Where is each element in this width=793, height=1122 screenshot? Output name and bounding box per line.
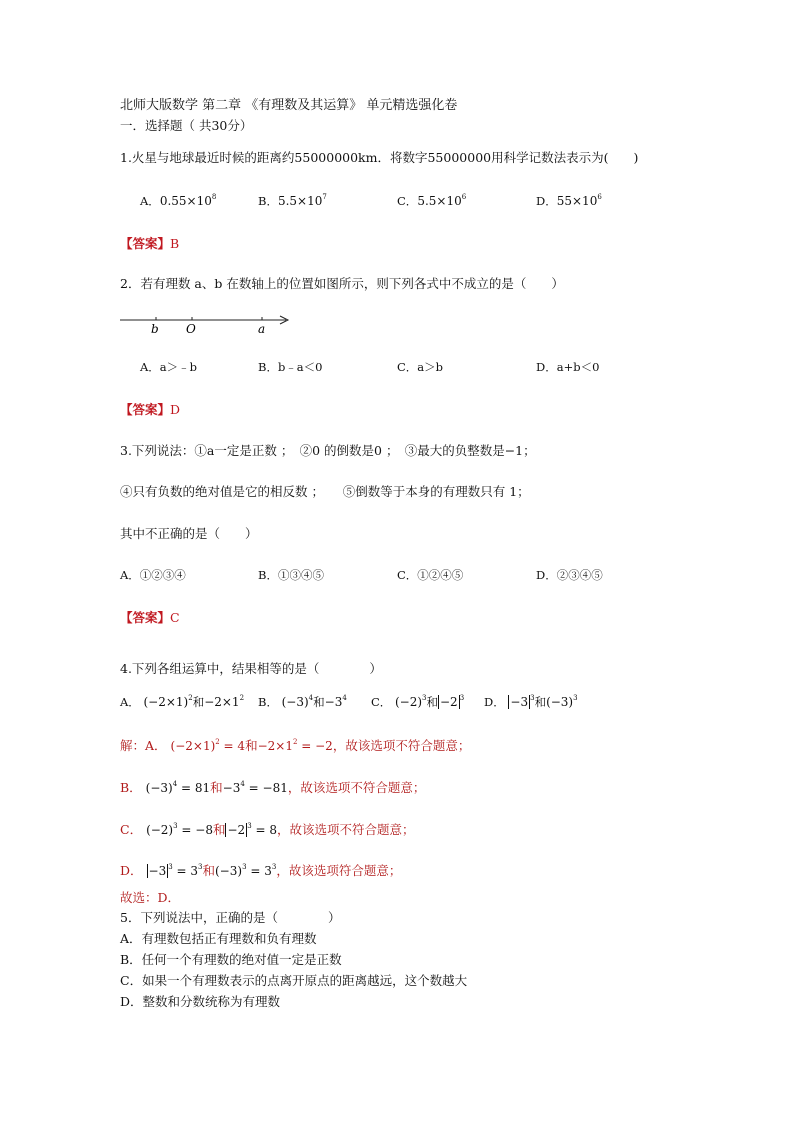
q3-option-d: D．②③④⑤ xyxy=(536,568,603,582)
q4-solution-a: 解：A． $(-2\times 1)^2 = 4$和$-2\times 1^2 = -2$，故该选项不符合题意； xyxy=(120,738,471,753)
q2-option-a: A．a＞﹣b xyxy=(140,360,198,374)
q3-option-c: C．①②④⑤ xyxy=(397,568,464,582)
q1-option-b: B．$5.5\times 10^7$ xyxy=(258,193,327,208)
q5-option-a: A．有理数包括正有理数和负有理数 xyxy=(120,931,317,946)
q4-b-expr-1: $(-3)^4$ xyxy=(281,694,314,709)
q4-c-expr-1: $(-2)^3$ xyxy=(394,694,427,709)
q4-choice: 故选：D． xyxy=(120,890,181,905)
q4-b-expr-2: $-3^4$ xyxy=(324,694,347,709)
q3-option-b: B．①③④⑤ xyxy=(258,568,324,582)
q2-option-c: C．a＞b xyxy=(397,360,444,374)
q3-option-a: A．①②③④ xyxy=(120,568,186,582)
question-4-stem: 4.下列各组运算中，结果相等的是（ ） xyxy=(120,661,382,676)
q4-c-expr-2: −2 $^3$ xyxy=(440,694,465,709)
q4-a-expr-1: $(-2\times 1)^2$ xyxy=(143,694,193,709)
q5-option-c: C．如果一个有理数表示的点离开原点的距离越远，这个数越大 xyxy=(120,973,468,988)
question-1-stem: 1.火星与地球最近时候的距离约55000000km．将数字55000000用科学记数法表示为( ) xyxy=(120,150,639,165)
axis-label-a: a xyxy=(258,322,266,336)
q3-answer: 【答案】C xyxy=(120,610,180,625)
q4-option-c: C． $(-2)^3$和 −2 $^3$ xyxy=(371,694,465,709)
q4-a-expr-2: $-2\times 1^2$ xyxy=(204,694,245,709)
document-title: 北师大版数学 第二章 《有理数及其运算》 单元精选强化卷 xyxy=(120,98,458,113)
q4-solution-d: D． −3 $^3 = 3^3$和$(-3)^3 = 3^3$，故该选项符合题意； xyxy=(120,863,402,878)
q5-option-b: B．任何一个有理数的绝对值一定是正数 xyxy=(120,952,342,967)
q4-solution-b: B． $(-3)^4 = 81$和$-3^4 = -81$，故该选项不符合题意； xyxy=(120,780,426,795)
question-3-line-2: ④只有负数的绝对值是它的相反数 ； ⑤倒数等于本身的有理数只有 1； xyxy=(120,484,530,499)
q4-option-a: A． $(-2\times 1)^2$和$-2\times 1^2$ xyxy=(120,694,245,709)
q1-option-d: D．$55\times 10^6$ xyxy=(536,193,602,208)
q2-option-d: D．a+b＜0 xyxy=(536,360,600,374)
q4-option-d: D． −3 $^3$和$(-3)^3$ xyxy=(484,694,578,709)
q5-option-d: D．整数和分数统称为有理数 xyxy=(120,994,281,1009)
question-5-stem: 5．下列说法中，正确的是（ ） xyxy=(120,910,341,925)
question-3-line-1: 3.下列说法：①a一定是正数 ； ②0 的倒数是0 ； ③最大的负整数是−1； xyxy=(120,443,536,458)
q4-d-expr-2: $(-3)^3$ xyxy=(546,694,578,709)
q1-option-c: C．$5.5\times 10^6$ xyxy=(397,193,467,208)
q1-answer: 【答案】B xyxy=(120,236,180,251)
q2-option-b: B．b﹣a＜0 xyxy=(258,360,323,374)
q4-option-b: B． $(-3)^4$和$-3^4$ xyxy=(258,694,347,709)
q1-option-a: A．$0.55\times 10^8$ xyxy=(140,193,217,208)
q2-answer: 【答案】D xyxy=(120,402,181,417)
q4-d-expr-1: −3 $^3$ xyxy=(510,694,535,709)
number-line-figure xyxy=(118,312,298,336)
axis-label-origin: O xyxy=(186,322,196,336)
question-3-line-3: 其中不正确的是（ ） xyxy=(120,526,258,541)
section-heading: 一．选择题（ 共30分） xyxy=(120,118,253,133)
axis-label-b: b xyxy=(151,322,159,336)
question-2-stem: 2．若有理数 a、b 在数轴上的位置如图所示，则下列各式中不成立的是（ ） xyxy=(120,276,564,291)
q4-solution-c: C． $(-2)^3 = -8$和 −2 $^3$ = 8，故该选项不符合题意； xyxy=(120,822,415,837)
